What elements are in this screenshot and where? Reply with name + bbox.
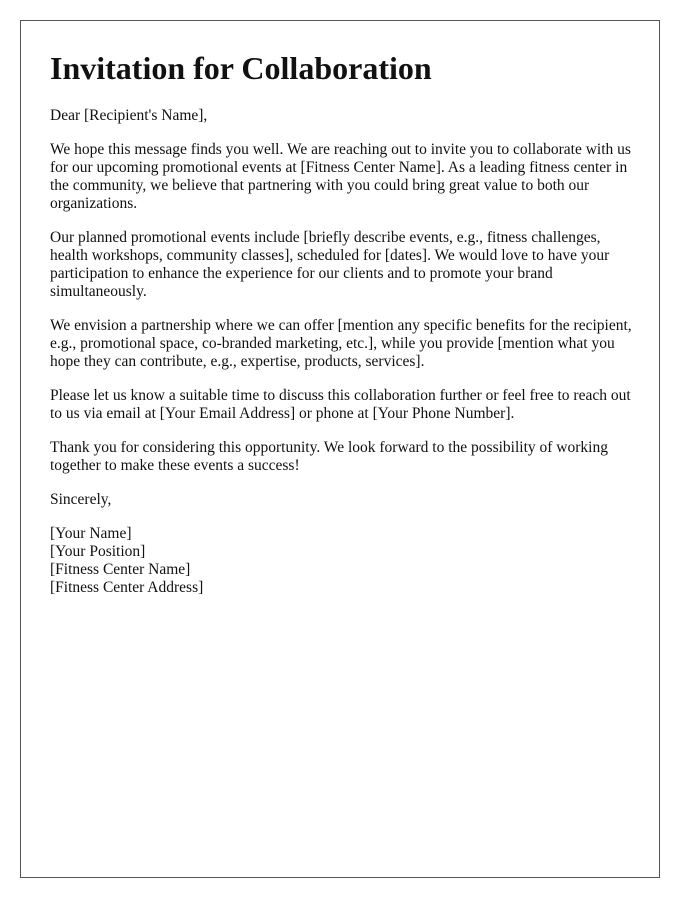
letter-content	[50, 49, 635, 597]
paragraph-contact: Please let us know a suitable time to discuss this collaboration further or feel free to reach out to us via email at [Your Email Address] or phone at [Your Phone Number].	[50, 387, 631, 423]
salutation: Dear [Recipient's Name],	[50, 107, 208, 125]
paragraph-partnership: We envision a partnership where we can offer [mention any specific benefits for the recipient, e.g., promotional space, co-branded marketing, etc.], while you provide [mention what you hope they can contribute, e.g., expertise, products, services].	[50, 317, 632, 371]
paragraph-thanks: Thank you for considering this opportunity. We look forward to the possibility of working together to make these events a success!	[50, 439, 608, 475]
signature-position: [Your Position]	[50, 543, 146, 561]
letter-page	[20, 20, 660, 878]
signature-center-name: [Fitness Center Name]	[50, 561, 191, 579]
closing: Sincerely,	[50, 491, 112, 509]
signature-name: [Your Name]	[50, 525, 132, 543]
signature-block	[50, 525, 635, 597]
letter-title: Invitation for Collaboration	[50, 50, 432, 86]
paragraph-intro: We hope this message finds you well. We are reaching out to invite you to collaborate with us for our upcoming promotional events at [Fitness Center Name]. As a leading fitness center in the community, we believe that partnering with you could bring great value to both our organizations.	[50, 141, 631, 213]
signature-center-address: [Fitness Center Address]	[50, 579, 204, 597]
paragraph-events: Our planned promotional events include [briefly describe events, e.g., fitness challenges, health workshops, community classes], scheduled for [dates]. We would love to have your participation to enhance the experience for our clients and to promote your brand simultaneously.	[50, 229, 610, 301]
